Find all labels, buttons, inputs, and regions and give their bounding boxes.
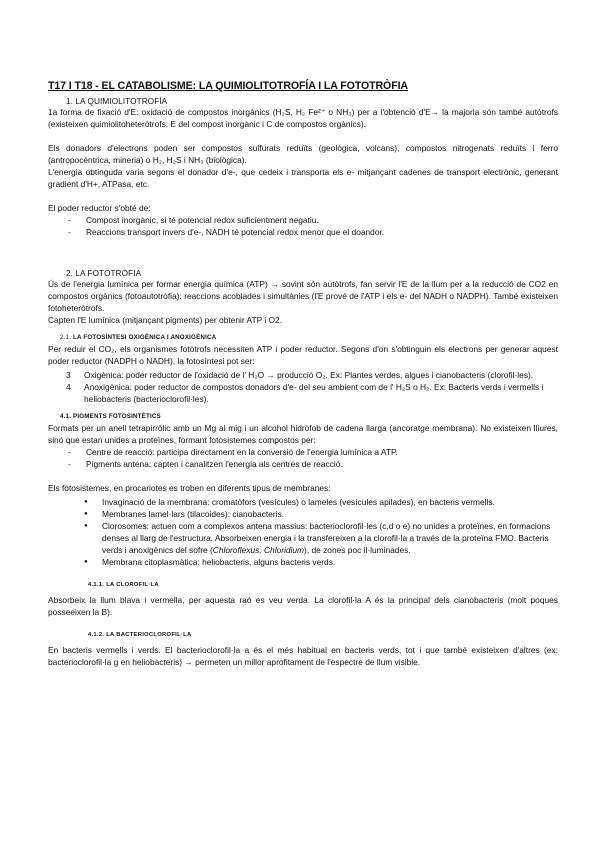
section-heading-quimiolitotrofia: 1. LA QUIMIOLITOTROFÍA xyxy=(66,97,168,106)
dash-list xyxy=(68,214,558,238)
list-item: ● Invaginació de la membrana: cromatòfors (vesícules) o lameles (vesícules apilades), en bacteris vermells. xyxy=(84,496,558,508)
list-item xyxy=(84,520,558,556)
list-item xyxy=(66,369,558,381)
paragraph: Els donadors d'electrons poden ser compostos sulfurats reduïts (geològica, volcans), compostos nitrogenats reduïts i ferro (antropocèntrica, mineria) o H₂, H₂S i NH₃ (biològica). xyxy=(48,143,558,165)
list-item: - Compost inorgànic, si té potencial redox suficientment negatiu. xyxy=(68,214,558,226)
numbered-list xyxy=(66,369,558,405)
subsection-heading-fotosintesi xyxy=(60,334,558,341)
dash-list xyxy=(68,446,558,470)
paragraph: Els fotosistemes, en procariotes es troben en diferents tipus de membranes: xyxy=(48,483,331,493)
paragraph: Absorbeix la llum blava i vermella, per aquesta raó es veu verda. La clorofil·la A és la principal dels cianobacteris (molt poques posseeixen la B). xyxy=(48,595,558,617)
italic-species: Chloroflexus, Chloridium xyxy=(212,545,305,555)
list-item: - Centre de reacció: participa directament en la conversió de l'energia lumínica a ATP. xyxy=(68,446,558,458)
paragraph: El poder reductor s'obté de: xyxy=(48,203,151,213)
subsubsection-heading-clorofila: 4.1.1. LA CLOROFIL·LA xyxy=(88,582,159,588)
document-title: T17 I T18 - EL CATABOLISME: LA QUIMIOLITOTROFÍA I LA FOTOTRÒFIA xyxy=(48,80,408,92)
list-item xyxy=(66,381,558,405)
paragraph: Formats per un anell tetrapirròlic amb un Mg al mig i un alcohol hidròfob de cadena llarga (ancoratge membrana). No existeixen lliures, sinó que estan unides a proteïnes, formant fotosistemes compostos per: xyxy=(48,423,558,445)
paragraph: En bacteris vermells i verds. El bacterioclorofil·la a és el més habitual en bacteris verds, tot i que també existeixen d'altres (ex: bacterioclorofil·la g en heliobacteris) → permeten un millor aprofitament de l'espectre de llum visible. xyxy=(48,645,558,667)
paragraph: L'energia obtinguda varia segons el donador d'e-, que cedeix i transporta els e- mitjançant cadenes de transport electrònic, generant gradient d'H+, ATPasa, etc. xyxy=(48,167,558,189)
list-item: - Reaccions transport invers d'e-, NADH té potencial redox menor que el doandor. xyxy=(68,226,558,238)
paragraph: Capten l'E lumínica (mitjançant pigments) per obtenir ATP i O2. xyxy=(48,315,283,325)
subsection-heading-pigments: 4.1. PIGMENTS FOTOSINTÈTICS xyxy=(60,413,161,420)
list-item: - Pigments antena: capten i canalitzen l'energia als centres de reacció. xyxy=(68,458,558,470)
list-text: Clorosomes: actuen com a complexos antena massius: bacterioclorofil·les (c,d o e) no unides a proteïnes, en formacions denses al llarg de l'estructura. Absorbeixen energia i la transfereixen a la clorofil·la a través de la proteïna FMO. Bacteris verds i anoxigènics del sofre ( xyxy=(102,521,551,555)
bullet-list xyxy=(84,496,558,568)
section-heading-fototrofia: 2. LA FOTOTRÒFIA xyxy=(66,269,142,278)
subsubsection-heading-bacterioclorofila: 4.1.2. LA BACTERIOCLOROFIL·LA xyxy=(88,632,192,638)
list-number: 3 xyxy=(66,370,71,380)
paragraph: 1a forma de fixació d'E: oxidació de compostos inorgànics (H₂S, H₂ Fe²⁺ o NH₃) per a l'obtenció d'E→ la majoria són també autòtrofs (existeixen quimiolitoheteròtrofs: E del compost inorgànic i C de compostos orgànics). xyxy=(48,107,558,129)
list-item: ● Membranes lamel·lars (tilacoides): cianobacteris. xyxy=(84,508,558,520)
document-page xyxy=(48,80,558,668)
list-number: 4 xyxy=(66,382,71,392)
paragraph: Ús de l'energia lumínica per formar energia química (ATP) → sovint són autòtrofs, fan servir l'E de la llum per a la reducció de CO2 en compostos orgànics (fotoautotròfia): reaccions acoblades i simultànies (l'E prové de l'ATP i els e- del NADH o NADPH). També existeixen fotoheteròtrofs. xyxy=(48,279,558,313)
list-item: ● Membrana citoplasmàtica: heliobacteris, alguns bacteris verds. xyxy=(84,556,558,568)
paragraph: Per reduir el CO₂, els organismes fotòtrofs necessiten ATP i poder reductor. Segons d'on s'obtinguin els electrons per generar aquest poder reductor (NADPH o NADH), la fotosíntesi pot ser: xyxy=(48,344,558,366)
list-text: Oxigènica: poder reductor de l'oxidació de l' H₂O → producció O₂. Ex: Plantes verdes, algues i cianobacteris (clorofil·les). xyxy=(84,370,534,380)
subsection-title: LA FOTOSÍNTESI OXIGÈNICA I ANOXIGÈNICA xyxy=(73,334,217,341)
subsection-number: 2.1. xyxy=(60,334,72,341)
list-text: Anoxigènica: poder reductor de compostos donadors d'e- del seu ambient com de l' H₂S o H₂. Ex: Bacteris verds i vermells i heliobacteris (bacterioclorofil·les). xyxy=(84,382,544,404)
list-text: ), de zones poc il·luminades. xyxy=(304,545,411,555)
